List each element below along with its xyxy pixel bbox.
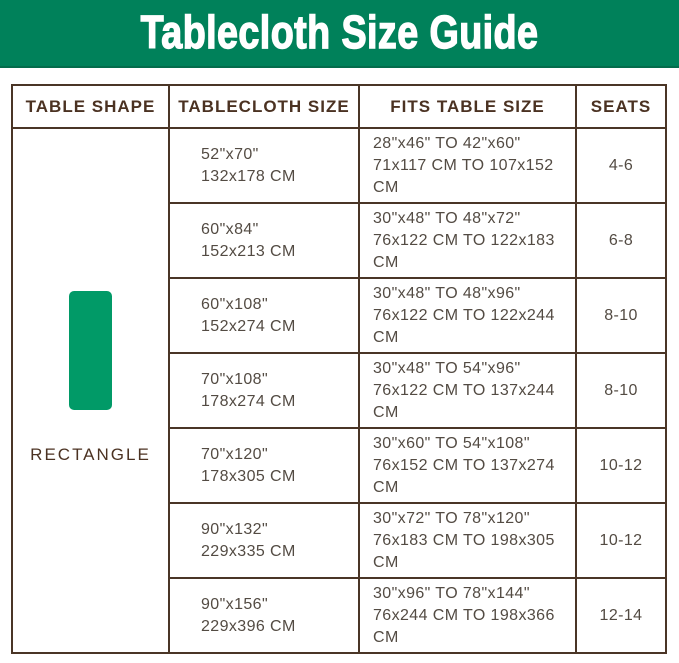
column-header-fits-table-size: FITS TABLE SIZE bbox=[359, 85, 576, 128]
size-inches: 60"x108" bbox=[201, 295, 269, 313]
tablecloth-size-cell bbox=[169, 503, 359, 578]
shape-label: RECTANGLE bbox=[30, 444, 151, 464]
fits-cm: 76x122 CM TO 137x244 CM bbox=[373, 381, 555, 421]
fits-cm: 76x122 CM TO 122x183 CM bbox=[373, 231, 555, 271]
title-banner bbox=[0, 0, 679, 68]
size-inches: 90"x156" bbox=[201, 595, 269, 613]
fits-table-size-cell bbox=[359, 128, 576, 203]
seats-cell: 12-14 bbox=[576, 578, 666, 653]
fits-table-size-cell bbox=[359, 503, 576, 578]
header-row bbox=[12, 85, 666, 128]
table-shape-cell bbox=[12, 128, 169, 653]
column-header-tablecloth-size: TABLECLOTH SIZE bbox=[169, 85, 359, 128]
seats-cell: 4-6 bbox=[576, 128, 666, 203]
table-row bbox=[12, 128, 666, 203]
column-header-table-shape: TABLE SHAPE bbox=[12, 85, 169, 128]
seats-cell: 8-10 bbox=[576, 353, 666, 428]
fits-inches: 30"x48" TO 48"x72" bbox=[373, 209, 521, 227]
size-inches: 60"x84" bbox=[201, 220, 259, 238]
fits-table-size-cell bbox=[359, 428, 576, 503]
size-inches: 70"x120" bbox=[201, 445, 269, 463]
fits-cm: 76x183 CM TO 198x305 CM bbox=[373, 531, 555, 571]
size-inches: 90"x132" bbox=[201, 520, 269, 538]
column-header-seats: SEATS bbox=[576, 85, 666, 128]
fits-inches: 30"x48" TO 48"x96" bbox=[373, 284, 521, 302]
fits-table-size-cell bbox=[359, 203, 576, 278]
fits-table-size-cell bbox=[359, 353, 576, 428]
size-cm: 178x305 CM bbox=[201, 467, 296, 485]
fits-inches: 30"x48" TO 54"x96" bbox=[373, 359, 521, 377]
size-guide-table bbox=[11, 84, 667, 654]
fits-cm: 71x117 CM TO 107x152 CM bbox=[373, 156, 554, 196]
rectangle-shape-graphic bbox=[69, 291, 112, 410]
fits-inches: 28"x46" TO 42"x60" bbox=[373, 134, 521, 152]
tablecloth-size-cell bbox=[169, 428, 359, 503]
page-title: Tablecloth Size Guide bbox=[140, 5, 539, 58]
fits-cm: 76x244 CM TO 198x366 CM bbox=[373, 606, 555, 646]
tablecloth-size-cell bbox=[169, 203, 359, 278]
tablecloth-size-cell bbox=[169, 128, 359, 203]
tablecloth-size-cell bbox=[169, 578, 359, 653]
seats-cell: 6-8 bbox=[576, 203, 666, 278]
size-inches: 52"x70" bbox=[201, 145, 259, 163]
seats-cell: 8-10 bbox=[576, 278, 666, 353]
fits-cm: 76x122 CM TO 122x244 CM bbox=[373, 306, 555, 346]
seats-cell: 10-12 bbox=[576, 503, 666, 578]
size-cm: 132x178 CM bbox=[201, 167, 296, 185]
tablecloth-size-cell bbox=[169, 353, 359, 428]
tablecloth-size-cell bbox=[169, 278, 359, 353]
size-cm: 229x335 CM bbox=[201, 542, 296, 560]
fits-inches: 30"x60" TO 54"x108" bbox=[373, 434, 530, 452]
size-cm: 178x274 CM bbox=[201, 392, 296, 410]
size-cm: 152x274 CM bbox=[201, 317, 296, 335]
fits-table-size-cell bbox=[359, 278, 576, 353]
size-cm: 152x213 CM bbox=[201, 242, 296, 260]
fits-inches: 30"x96" TO 78"x144" bbox=[373, 584, 530, 602]
size-inches: 70"x108" bbox=[201, 370, 269, 388]
size-cm: 229x396 CM bbox=[201, 617, 296, 635]
fits-inches: 30"x72" TO 78"x120" bbox=[373, 509, 530, 527]
seats-cell: 10-12 bbox=[576, 428, 666, 503]
fits-table-size-cell bbox=[359, 578, 576, 653]
fits-cm: 76x152 CM TO 137x274 CM bbox=[373, 456, 555, 496]
